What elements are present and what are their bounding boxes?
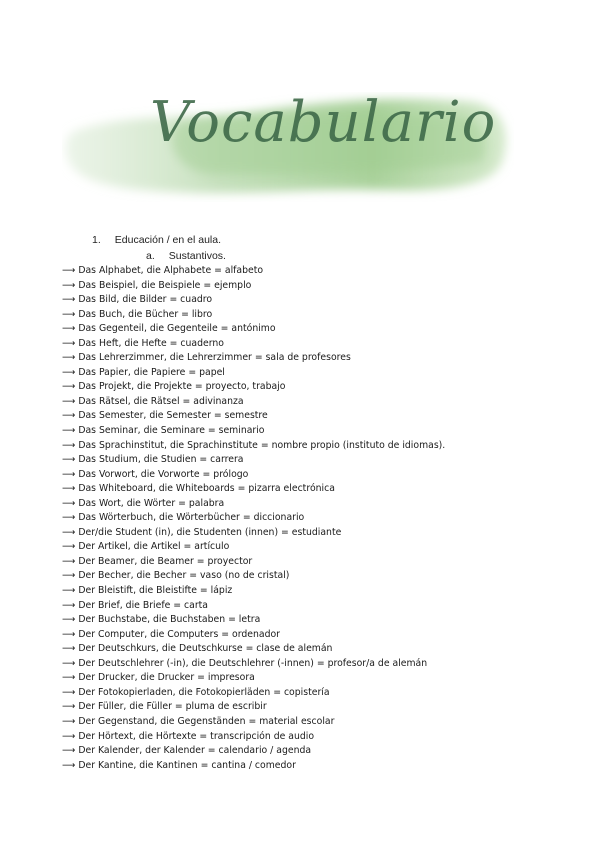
vocab-item	[62, 380, 445, 395]
vocab-item	[62, 628, 445, 643]
vocab-item	[62, 497, 445, 512]
vocab-item	[62, 264, 445, 279]
vocab-item	[62, 453, 445, 468]
arrow-icon: ⟶	[62, 366, 76, 378]
vocab-entry: Das Sprachinstitut, die Sprachinstitute = nombre propio (instituto de idiomas).	[78, 439, 446, 451]
section-label: Educación / en el aula.	[114, 234, 222, 246]
vocab-item	[62, 526, 445, 541]
vocab-entry: Der Deutschlehrer (-in), die Deutschlehrer (-innen) = profesor/a de alemán	[78, 657, 428, 669]
arrow-icon: ⟶	[62, 657, 76, 669]
section-heading	[92, 234, 221, 246]
arrow-icon: ⟶	[62, 585, 76, 597]
vocab-item	[62, 700, 445, 715]
arrow-icon: ⟶	[62, 497, 76, 509]
vocab-entry: Der Bleistift, die Bleistifte = lápiz	[78, 585, 233, 597]
arrow-icon: ⟶	[62, 381, 76, 393]
arrow-icon: ⟶	[62, 483, 76, 495]
vocab-item	[62, 686, 445, 701]
vocab-entry: Das Wörterbuch, die Wörterbücher = diccionario	[78, 512, 305, 524]
vocab-item	[62, 468, 445, 483]
arrow-icon: ⟶	[62, 570, 76, 582]
vocab-entry: Das Papier, die Papiere = papel	[78, 366, 225, 378]
vocab-entry: Das Alphabet, die Alphabete = alfabeto	[78, 265, 264, 276]
vocab-item	[62, 409, 445, 424]
vocab-item	[62, 322, 445, 337]
vocab-item	[62, 279, 445, 294]
vocab-item	[62, 555, 445, 570]
arrow-icon: ⟶	[62, 643, 76, 655]
arrow-icon: ⟶	[62, 395, 76, 407]
vocab-item	[62, 308, 445, 323]
vocab-item	[62, 439, 445, 454]
vocab-item	[62, 584, 445, 599]
vocab-item	[62, 424, 445, 439]
vocab-item	[62, 482, 445, 497]
page-title: Vocabulario	[150, 90, 497, 155]
vocab-entry: Das Wort, die Wörter = palabra	[78, 497, 225, 509]
vocab-entry: Der Füller, die Füller = pluma de escribir	[78, 701, 267, 713]
arrow-icon: ⟶	[62, 541, 76, 553]
section-number: 1.	[92, 234, 101, 246]
arrow-icon: ⟶	[62, 599, 76, 611]
subsection-label: Sustantivos.	[168, 250, 226, 262]
vocab-entry: Der Fotokopierladen, die Fotokopierläden = copistería	[78, 686, 330, 698]
vocab-item	[62, 599, 445, 614]
arrow-icon: ⟶	[62, 323, 76, 335]
vocab-entry: Das Whiteboard, die Whiteboards = pizarra electrónica	[78, 483, 335, 495]
vocab-entry: Der Drucker, die Drucker = impresora	[78, 672, 255, 684]
vocab-item	[62, 395, 445, 410]
arrow-icon: ⟶	[62, 410, 76, 422]
vocab-entry: Der Deutschkurs, die Deutschkurse = clase de alemán	[78, 643, 333, 655]
subsection-number: a.	[146, 250, 155, 262]
vocab-entry: Das Gegenteil, die Gegenteile = antónimo	[78, 323, 276, 335]
vocab-entry: Das Seminar, die Seminare = seminario	[78, 425, 265, 437]
arrow-icon: ⟶	[62, 686, 76, 698]
arrow-icon: ⟶	[62, 672, 76, 684]
arrow-icon: ⟶	[62, 454, 76, 466]
vocab-entry: Das Lehrerzimmer, die Lehrerzimmer = sala de profesores	[78, 352, 351, 364]
vocab-item	[62, 293, 445, 308]
arrow-icon: ⟶	[62, 701, 76, 713]
vocab-item	[62, 671, 445, 686]
arrow-icon: ⟶	[62, 352, 76, 364]
vocab-entry: Das Bild, die Bilder = cuadro	[78, 294, 213, 306]
vocab-item	[62, 715, 445, 730]
arrow-icon: ⟶	[62, 337, 76, 349]
vocab-entry: Der Beamer, die Beamer = proyector	[78, 555, 253, 567]
vocab-entry: Der Kalender, der Kalender = calendario / agenda	[78, 745, 312, 757]
arrow-icon: ⟶	[62, 265, 76, 276]
vocab-entry: Der Becher, die Becher = vaso (no de cristal)	[78, 570, 290, 582]
vocab-item	[62, 759, 445, 774]
arrow-icon: ⟶	[62, 715, 76, 727]
vocab-entry: Das Heft, die Hefte = cuaderno	[78, 337, 224, 349]
vocab-item	[62, 366, 445, 381]
vocab-item	[62, 730, 445, 745]
subsection-heading	[146, 250, 226, 262]
vocab-entry: Der Buchstabe, die Buchstaben = letra	[78, 614, 261, 626]
vocab-entry: Der Hörtext, die Hörtexte = transcripción de audio	[78, 730, 315, 742]
vocab-entry: Das Beispiel, die Beispiele = ejemplo	[78, 279, 252, 291]
vocab-item	[62, 540, 445, 555]
vocab-entry: Der Kantine, die Kantinen = cantina / comedor	[78, 759, 296, 771]
arrow-icon: ⟶	[62, 730, 76, 742]
vocab-list	[62, 264, 445, 773]
arrow-icon: ⟶	[62, 308, 76, 320]
vocab-entry: Der/die Student (in), die Studenten (innen) = estudiante	[78, 526, 342, 538]
arrow-icon: ⟶	[62, 745, 76, 757]
arrow-icon: ⟶	[62, 555, 76, 567]
arrow-icon: ⟶	[62, 439, 76, 451]
arrow-icon: ⟶	[62, 628, 76, 640]
arrow-icon: ⟶	[62, 759, 76, 771]
arrow-icon: ⟶	[62, 468, 76, 480]
vocab-entry: Der Computer, die Computers = ordenador	[78, 628, 280, 640]
vocab-entry: Das Rätsel, die Rätsel = adivinanza	[78, 395, 244, 407]
arrow-icon: ⟶	[62, 294, 76, 306]
vocab-entry: Das Studium, die Studien = carrera	[78, 454, 244, 466]
vocab-entry: Das Projekt, die Projekte = proyecto, trabajo	[78, 381, 286, 393]
arrow-icon: ⟶	[62, 512, 76, 524]
vocab-entry: Der Brief, die Briefe = carta	[78, 599, 208, 611]
vocab-item	[62, 642, 445, 657]
arrow-icon: ⟶	[62, 425, 76, 437]
arrow-icon: ⟶	[62, 614, 76, 626]
vocab-item	[62, 657, 445, 672]
vocab-item	[62, 511, 445, 526]
arrow-icon: ⟶	[62, 279, 76, 291]
vocab-item	[62, 337, 445, 352]
arrow-icon: ⟶	[62, 526, 76, 538]
vocab-entry: Das Vorwort, die Vorworte = prólogo	[78, 468, 249, 480]
vocab-entry: Der Artikel, die Artikel = artículo	[78, 541, 230, 553]
vocab-item	[62, 613, 445, 628]
vocab-item	[62, 744, 445, 759]
vocab-item	[62, 351, 445, 366]
vocab-entry: Das Buch, die Bücher = libro	[78, 308, 213, 320]
vocab-entry: Das Semester, die Semester = semestre	[78, 410, 268, 422]
vocab-item	[62, 569, 445, 584]
vocab-entry: Der Gegenstand, die Gegenständen = material escolar	[78, 715, 335, 727]
